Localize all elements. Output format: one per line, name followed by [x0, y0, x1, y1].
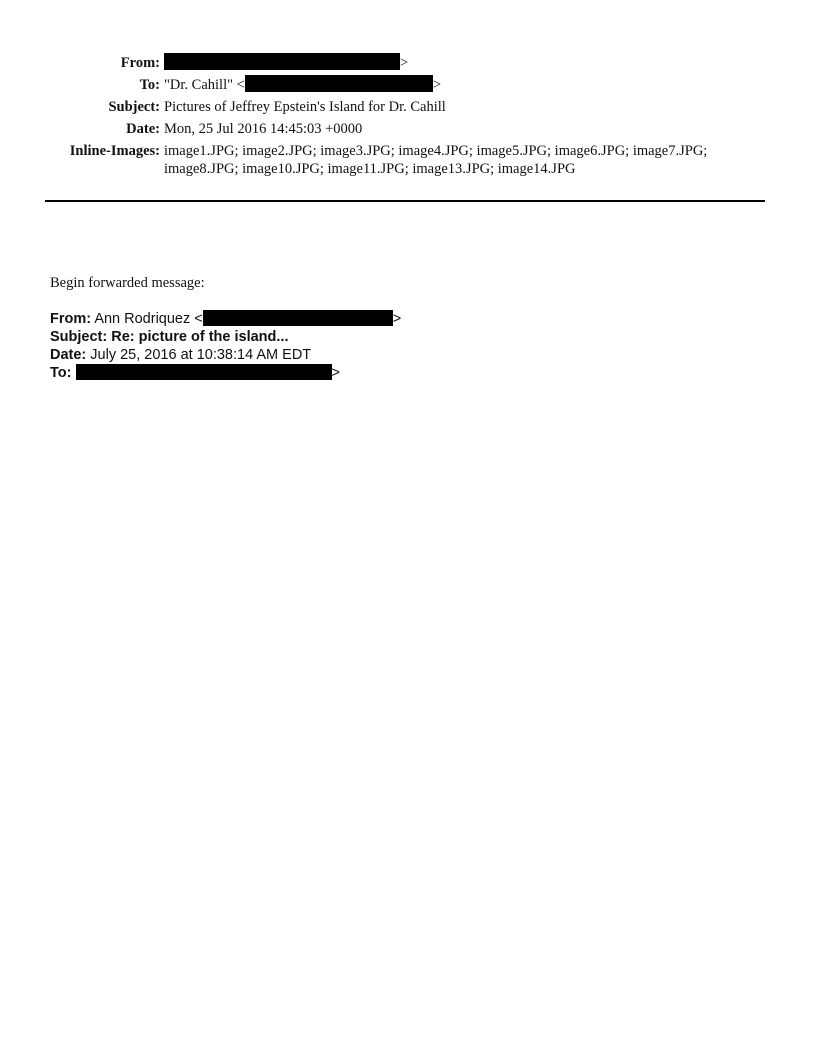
forwarded-to-label: To: — [50, 365, 72, 381]
redaction-block — [203, 310, 393, 326]
header-to-row — [0, 74, 816, 96]
subject-value: Pictures of Jeffrey Epstein's Island for Dr. Cahill — [164, 99, 446, 115]
from-suffix: > — [400, 55, 409, 71]
header-divider — [45, 200, 765, 202]
forwarded-subject-value: Re: picture of the island... — [107, 329, 289, 345]
forwarded-subject-row — [50, 328, 401, 346]
forwarded-from-row — [50, 310, 401, 328]
forwarded-from-suffix: > — [392, 311, 402, 327]
forwarded-from-label: From: — [50, 311, 92, 327]
redaction-block — [164, 53, 400, 70]
inline-images-label: Inline-Images: — [69, 143, 160, 159]
header-from-row — [0, 52, 816, 74]
inline-images-value: image1.JPG; image2.JPG; image3.JPG; image4.JPG; image5.JPG; image6.JPG; image7.JPG; image8.JPG; image10.JPG; image11.JPG; image13.JPG; image14.JPG — [164, 143, 708, 177]
redaction-block — [76, 364, 332, 380]
to-label: To: — [139, 77, 160, 93]
subject-label: Subject: — [108, 99, 160, 115]
to-prefix: "Dr. Cahill" < — [164, 77, 245, 93]
email-header — [0, 52, 816, 178]
from-label: From: — [120, 55, 160, 71]
to-suffix: > — [432, 77, 442, 93]
forwarded-header — [50, 310, 401, 382]
forwarded-date-row — [50, 346, 401, 364]
from-value — [160, 52, 408, 74]
forward-intro: Begin forwarded message: — [50, 275, 205, 291]
date-value: Mon, 25 Jul 2016 14:45:03 +0000 — [164, 121, 363, 137]
header-subject-row — [0, 96, 816, 118]
forwarded-date-value: July 25, 2016 at 10:38:14 AM EDT — [86, 347, 312, 363]
forwarded-subject-label: Subject: — [50, 329, 108, 345]
header-date-row — [0, 118, 816, 140]
forwarded-to-row — [50, 364, 401, 382]
forwarded-from-value: Ann Rodriquez < — [91, 311, 203, 327]
date-label: Date: — [126, 121, 160, 137]
redaction-block — [245, 75, 433, 92]
header-inline-images-row — [0, 140, 816, 178]
forwarded-date-label: Date: — [50, 347, 87, 363]
forwarded-to-suffix: > — [331, 365, 340, 381]
to-value — [160, 74, 441, 96]
